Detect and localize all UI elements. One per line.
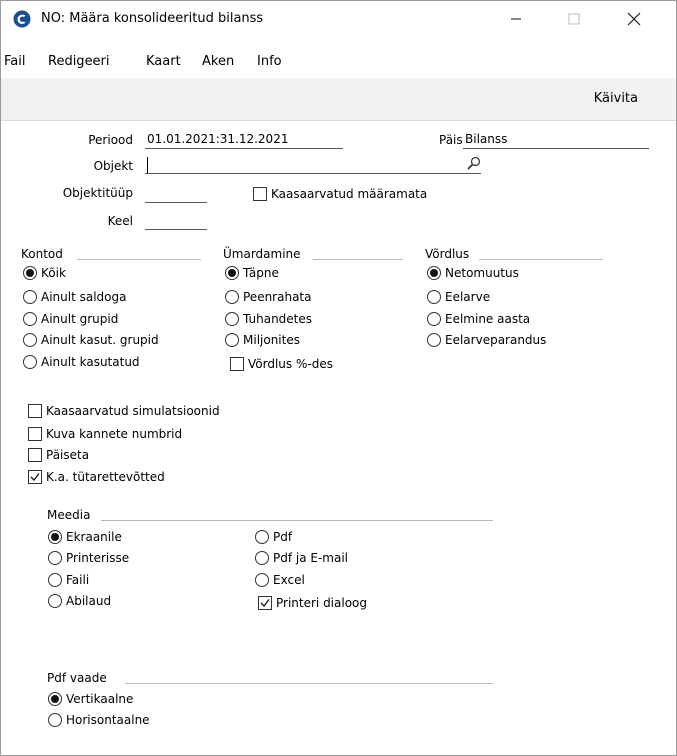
menu-edit[interactable]: Redigeeri bbox=[48, 54, 110, 69]
radio-circle bbox=[48, 692, 62, 706]
button-bar bbox=[1, 78, 676, 121]
radio-accounts-groups-only[interactable] bbox=[23, 311, 118, 327]
radio-selected-dot bbox=[26, 269, 34, 277]
app-icon bbox=[13, 10, 31, 28]
language-label: Keel bbox=[107, 214, 133, 228]
object-field[interactable] bbox=[145, 157, 481, 174]
radio-circle bbox=[225, 290, 239, 304]
radio-circle bbox=[23, 312, 37, 326]
radio-label: Eelarveparandus bbox=[445, 333, 547, 347]
radio-media-printer[interactable] bbox=[48, 550, 129, 566]
radio-accounts-used-groups-only[interactable] bbox=[23, 332, 159, 348]
radio-circle bbox=[23, 355, 37, 369]
radio-label: Täpne bbox=[243, 266, 279, 280]
radio-rounding-no-cents[interactable] bbox=[225, 289, 311, 305]
radio-accounts-with-balance[interactable] bbox=[23, 289, 126, 305]
radio-label: Printerisse bbox=[66, 551, 130, 565]
radio-accounts-used-only[interactable] bbox=[23, 354, 140, 370]
radio-label: Eelmine aasta bbox=[445, 312, 531, 326]
radio-circle bbox=[48, 573, 62, 587]
radio-circle bbox=[427, 290, 441, 304]
radio-comparison-budget[interactable] bbox=[427, 289, 490, 305]
no-header-checkbox[interactable] bbox=[28, 447, 89, 463]
radio-media-file[interactable] bbox=[48, 572, 89, 588]
checkbox-label: Kaasaarvatud simulatsioonid bbox=[46, 404, 220, 418]
pdf-view-divider bbox=[125, 683, 493, 684]
comparison-divider bbox=[479, 259, 603, 260]
radio-label: Pdf bbox=[273, 530, 293, 544]
printer-dialog-checkbox[interactable] bbox=[258, 595, 367, 611]
radio-circle bbox=[255, 573, 269, 587]
radio-circle bbox=[255, 530, 269, 544]
comparison-title: Võrdlus bbox=[425, 247, 470, 261]
radio-circle bbox=[225, 266, 239, 280]
menu-info[interactable]: Info bbox=[257, 54, 282, 69]
checkmark-icon bbox=[259, 597, 271, 609]
rounding-title: Ümardamine bbox=[223, 247, 301, 261]
checkmark-icon bbox=[29, 471, 41, 483]
radio-comparison-previous-year[interactable] bbox=[427, 311, 530, 327]
radio-label: Pdf ja E-mail bbox=[273, 551, 349, 565]
radio-label: Eelarve bbox=[445, 290, 491, 304]
menu-bar bbox=[1, 49, 676, 73]
radio-label: Tuhandetes bbox=[243, 312, 313, 326]
radio-label: Horisontaalne bbox=[66, 713, 150, 727]
accounts-title: Kontod bbox=[21, 247, 63, 261]
radio-media-excel[interactable] bbox=[255, 572, 305, 588]
checkbox-box bbox=[253, 187, 267, 201]
language-field[interactable] bbox=[145, 213, 207, 230]
header-field[interactable]: Bilanss bbox=[463, 132, 649, 149]
radio-label: Faili bbox=[66, 573, 90, 587]
include-unassigned-label: Kaasaarvatud määramata bbox=[271, 187, 428, 201]
header-label: Päis bbox=[439, 133, 463, 147]
period-field[interactable]: 01.01.2021:31.12.2021 bbox=[145, 132, 343, 149]
radio-label: Peenrahata bbox=[243, 290, 312, 304]
radio-circle bbox=[48, 551, 62, 565]
radio-circle bbox=[23, 266, 37, 280]
radio-pdf-vertical[interactable] bbox=[48, 691, 133, 707]
rounding-divider bbox=[313, 259, 403, 260]
radio-media-pdf[interactable] bbox=[255, 529, 292, 545]
checkbox-box bbox=[28, 448, 42, 462]
radio-circle bbox=[427, 266, 441, 280]
radio-media-pdf-email[interactable] bbox=[255, 550, 348, 566]
radio-selected-dot bbox=[228, 269, 236, 277]
include-subsidiaries-checkbox[interactable] bbox=[28, 469, 165, 485]
radio-pdf-horizontal[interactable] bbox=[48, 712, 150, 728]
checkbox-box bbox=[28, 427, 42, 441]
radio-circle bbox=[23, 333, 37, 347]
checkbox-box bbox=[230, 357, 244, 371]
compare-percent-checkbox[interactable] bbox=[230, 356, 333, 372]
radio-circle bbox=[427, 312, 441, 326]
radio-circle bbox=[48, 713, 62, 727]
maximize-button[interactable] bbox=[551, 1, 597, 37]
checkbox-box bbox=[258, 596, 272, 610]
search-icon[interactable] bbox=[467, 156, 481, 170]
radio-circle bbox=[255, 551, 269, 565]
radio-selected-dot bbox=[51, 695, 59, 703]
accounts-divider bbox=[77, 259, 201, 260]
minimize-button[interactable] bbox=[493, 1, 539, 37]
radio-label: Ainult kasut. grupid bbox=[41, 333, 159, 347]
checkbox-box bbox=[28, 404, 42, 418]
run-button[interactable]: Käivita bbox=[593, 91, 638, 106]
radio-selected-dot bbox=[430, 269, 438, 277]
object-type-label: Objektitüüp bbox=[62, 186, 133, 200]
compare-percent-label: Võrdlus %-des bbox=[248, 357, 333, 371]
include-unassigned-checkbox[interactable] bbox=[253, 186, 427, 202]
radio-circle bbox=[23, 290, 37, 304]
checkbox-label: Kuva kannete numbrid bbox=[46, 427, 183, 441]
checkbox-label: Päiseta bbox=[46, 448, 90, 462]
maximize-icon bbox=[568, 13, 580, 25]
radio-label: Abilaud bbox=[66, 594, 112, 608]
radio-accounts-all[interactable] bbox=[23, 265, 66, 281]
media-title: Meedia bbox=[47, 508, 91, 522]
radio-comparison-net-change[interactable] bbox=[427, 265, 519, 281]
pdf-view-title: Pdf vaade bbox=[47, 671, 107, 685]
radio-circle bbox=[48, 530, 62, 544]
checkbox-box bbox=[28, 470, 42, 484]
radio-label: Kõik bbox=[41, 266, 66, 280]
radio-label: Miljonites bbox=[243, 333, 300, 347]
window-title: NO: Määra konsolideeritud bilanss bbox=[41, 11, 264, 26]
menu-window[interactable]: Aken bbox=[202, 54, 235, 69]
radio-label: Ainult grupid bbox=[41, 312, 119, 326]
title-bar[interactable] bbox=[1, 1, 676, 37]
radio-circle bbox=[48, 594, 62, 608]
radio-comparison-budget-revision[interactable] bbox=[427, 332, 546, 348]
media-divider bbox=[101, 520, 493, 521]
radio-label: Ekraanile bbox=[66, 530, 122, 544]
include-simulations-checkbox[interactable] bbox=[28, 403, 220, 419]
radio-circle bbox=[225, 312, 239, 326]
radio-label: Ainult kasutatud bbox=[41, 355, 140, 369]
close-button[interactable] bbox=[611, 1, 657, 37]
object-label: Objekt bbox=[93, 159, 133, 173]
radio-media-clipboard[interactable] bbox=[48, 593, 111, 609]
radio-circle bbox=[225, 333, 239, 347]
radio-rounding-exact[interactable] bbox=[225, 265, 279, 281]
checkbox-label: K.a. tütarettevõtted bbox=[46, 470, 165, 484]
close-icon bbox=[627, 12, 641, 26]
printer-dialog-label: Printeri dialoog bbox=[276, 596, 368, 610]
text-cursor bbox=[147, 157, 148, 173]
radio-label: Excel bbox=[273, 573, 305, 587]
radio-selected-dot bbox=[51, 533, 59, 541]
radio-rounding-millions[interactable] bbox=[225, 332, 300, 348]
radio-label: Vertikaalne bbox=[66, 692, 134, 706]
minimize-icon bbox=[510, 13, 522, 25]
radio-circle bbox=[427, 333, 441, 347]
radio-label: Netomuutus bbox=[445, 266, 519, 280]
radio-label: Ainult saldoga bbox=[41, 290, 127, 304]
menu-card[interactable]: Kaart bbox=[146, 54, 181, 69]
radio-rounding-thousands[interactable] bbox=[225, 311, 312, 327]
show-entry-numbers-checkbox[interactable] bbox=[28, 426, 182, 442]
menu-file[interactable]: Fail bbox=[4, 54, 26, 69]
object-type-field[interactable] bbox=[145, 186, 207, 203]
period-label: Periood bbox=[88, 133, 133, 147]
radio-media-screen[interactable] bbox=[48, 529, 122, 545]
